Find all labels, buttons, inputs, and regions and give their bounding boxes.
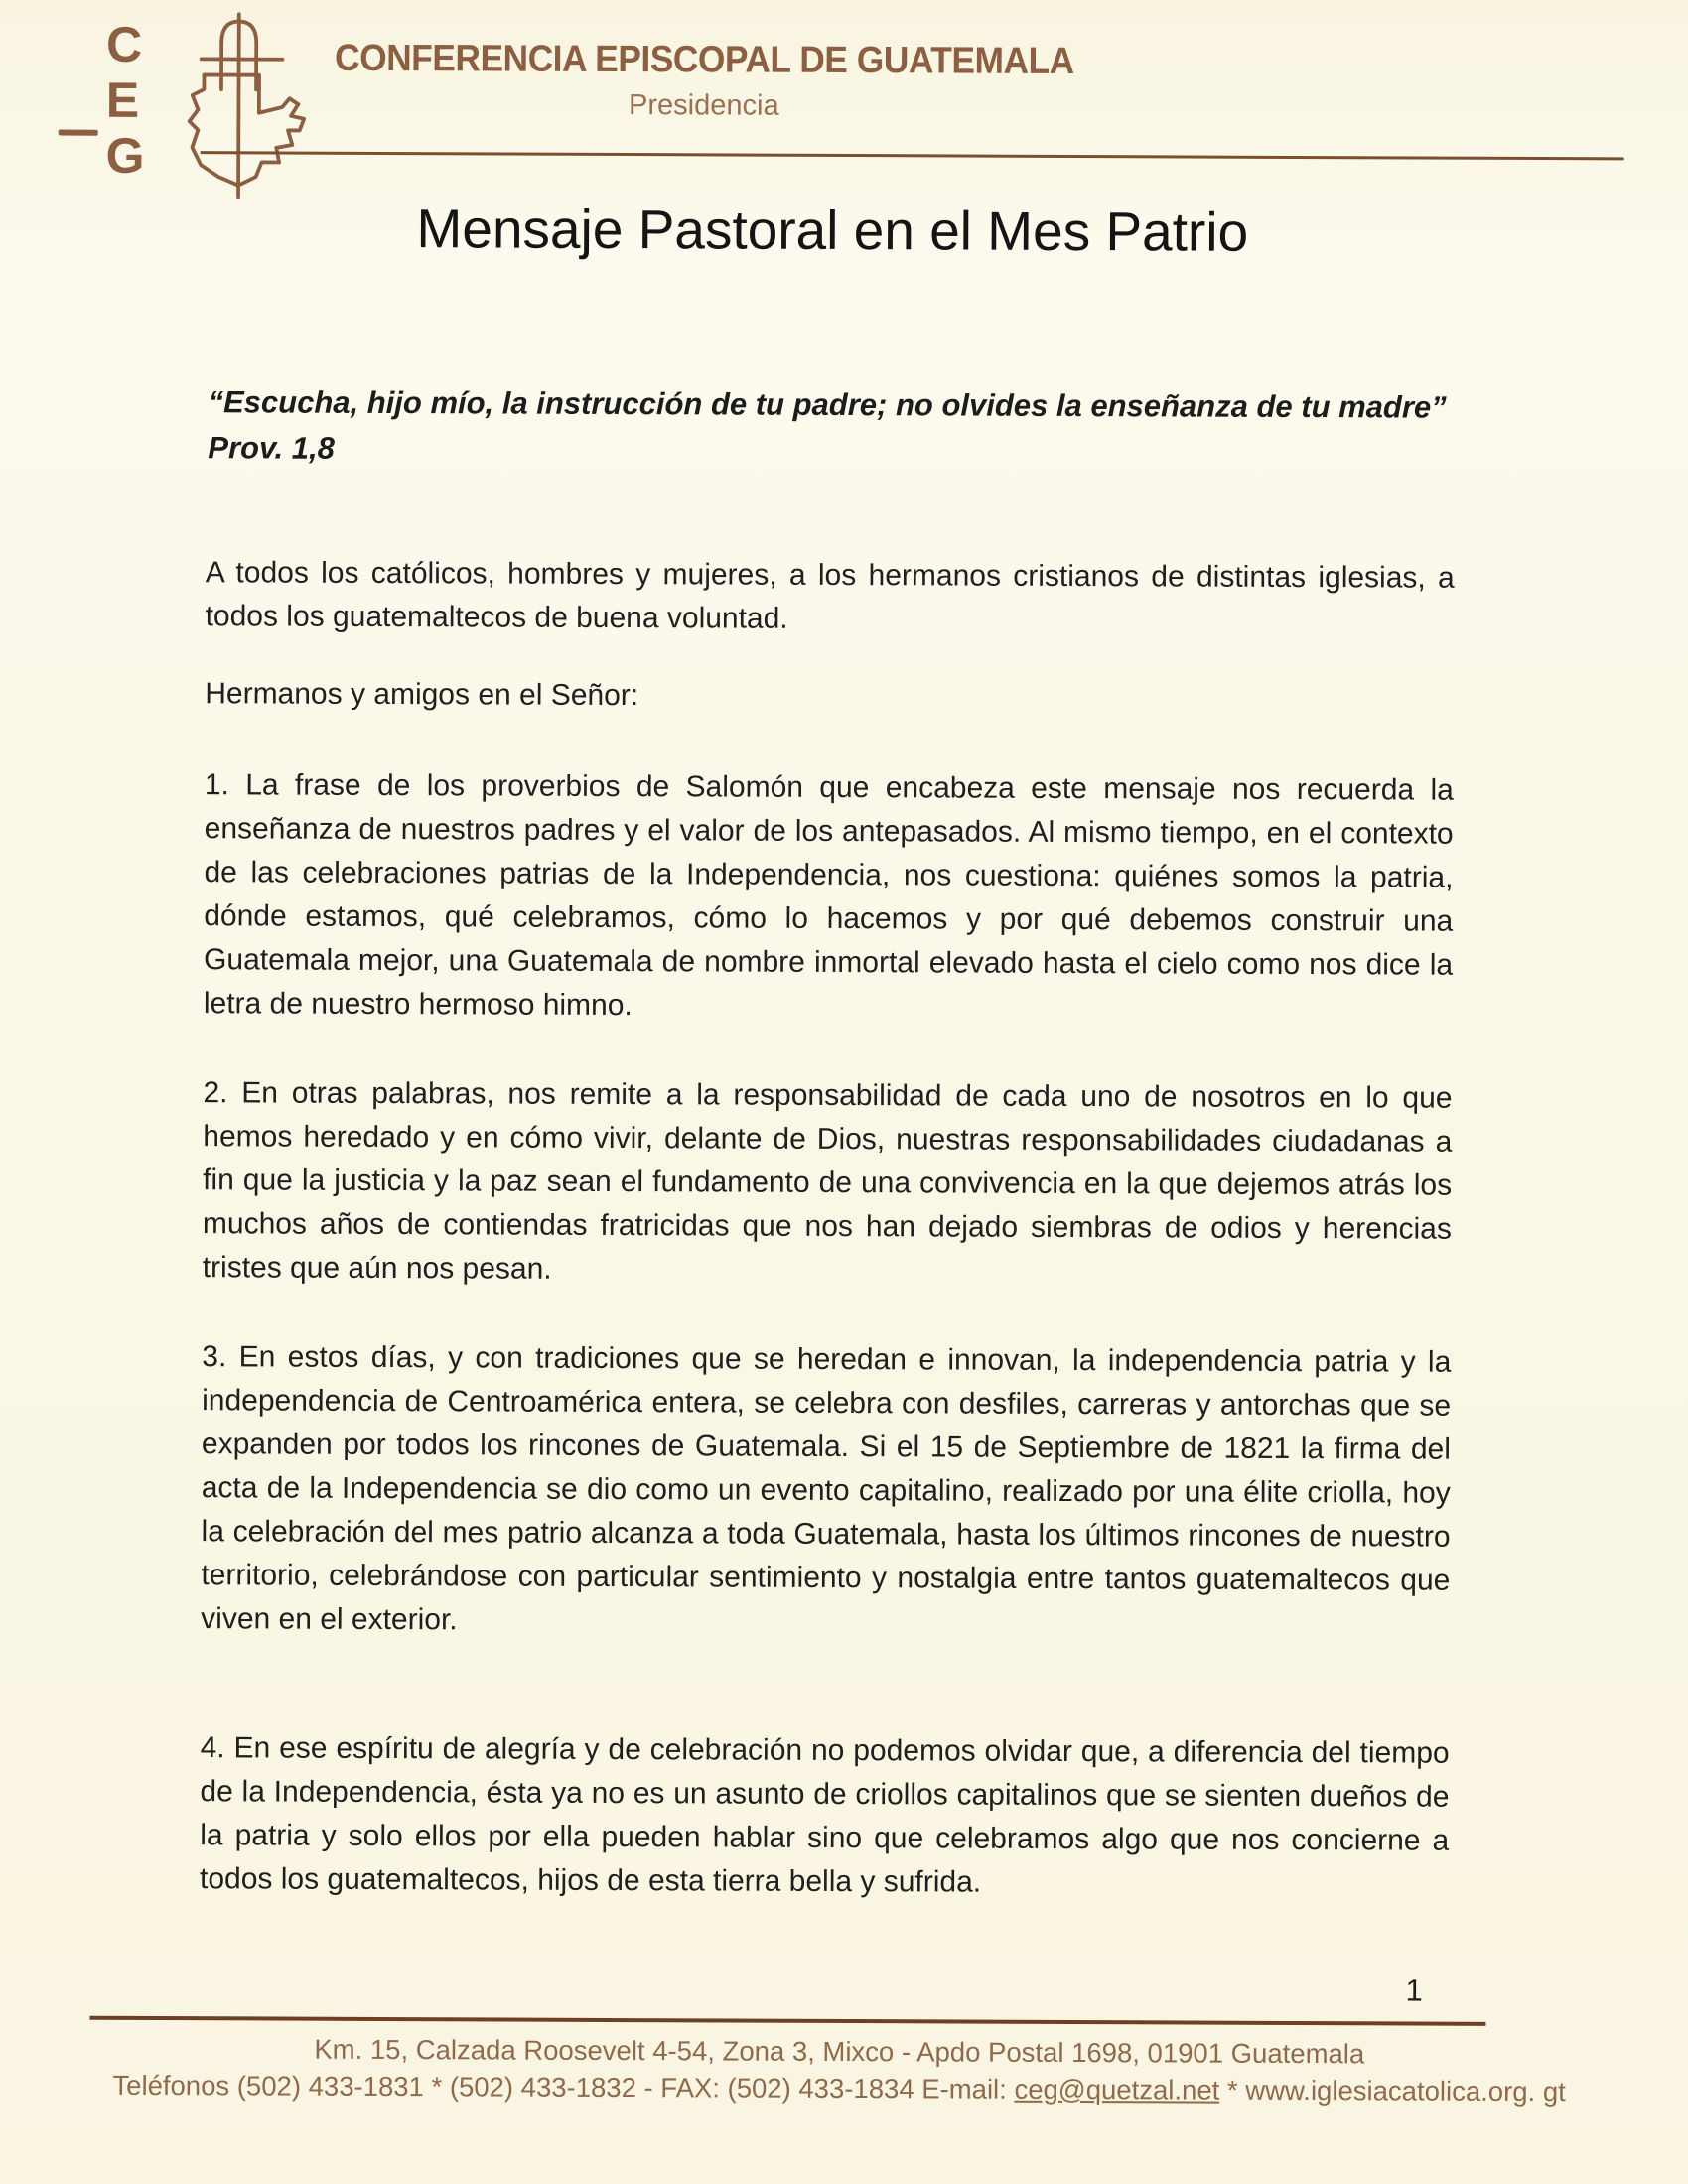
footer (84, 2030, 1594, 2111)
paragraph-2: 2. En otras palabras, nos remite a la responsabilidad de cada uno de nosotros en lo que hemos heredado y en cómo vivir, delante de Dios, nuestras responsabilidades ciudadanas a fin que la justicia y la paz sean el fundamento de una convivencia en la que dejemos atrás los muchos años de contiendas fratricidas que nos han dejado siembras de odios y herencias tristes que aún nos pesan. (202, 1076, 1453, 1286)
logo-dash (59, 130, 98, 136)
paragraph-1: 1. La frase de los proverbios de Salomón que encabeza este mensaje nos recuerda la enseñanza de nuestros padres y el valor de los antepasados. Al mismo tiempo, en el contexto de las celebraciones patrias de la Independencia, nos cuestiona: quiénes somos la patria, dónde estamos, qué celebramos, cómo lo hacemos y por qué debemos construir una Guatemala mejor, una Guatemala de nombre inmortal elevado hasta el cielo como nos dice la letra de nuestro hermoso himno. (203, 768, 1454, 1023)
salutation-greeting: Hermanos y amigos en el Señor: (205, 677, 639, 713)
paragraph-3: 3. En estos días, y con tradiciones que se heredan e innovan, la independencia patria y la independencia de Centroamérica entera, se celebra con desfiles, carreras y antorchas que se expanden por todos los rincones de Guatemala. Si el 15 de Septiembre de 1821 la firma del acta de la Independencia se dio como un evento capitalino, realizado por una élite criolla, hoy la celebración del mes patrio alcanza a toda Guatemala, hasta los últimos rincones de nuestro territorio, celebrándose con particular sentimiento y nostalgia entre tantos guatemaltecos que viven en el exterior. (201, 1340, 1452, 1637)
salutation-addressees: A todos los católicos, hombres y mujeres, a los hermanos cristianos de distintas iglesias, a todos los guatemaltecos de buena voluntad. (205, 556, 1455, 635)
logo-letter-c: C (105, 16, 143, 72)
footer-phones: Teléfonos (502) 433-1831 * (502) 433-1832 - FAX: (502) 433-1834 E-mail: (112, 2069, 1015, 2105)
organization-name: CONFERENCIA EPISCOPAL DE GUATEMALA (334, 37, 1074, 83)
organization-subtitle: Presidencia (629, 89, 779, 122)
logo-letters (106, 17, 146, 184)
header-divider (201, 151, 1624, 160)
page-number: 1 (1405, 1973, 1423, 2008)
footer-address: Km. 15, Calzada Roosevelt 4-54, Zona 3, Mixco - Apdo Postal 1698, 01901 Guatemala (314, 2033, 1365, 2070)
logo-letter-e: E (105, 71, 140, 128)
footer-website: * www.iglesiacatolica.org. gt (1219, 2074, 1566, 2108)
logo-letter-g: G (105, 127, 145, 184)
letterhead (232, 37, 1176, 124)
footer-divider (89, 2016, 1485, 2026)
footer-email: ceg@quetzal.net (1014, 2073, 1220, 2106)
paragraph-4: 4. En ese espíritu de alegría y de celebración no podemos olvidar que, a diferencia del tiempo de la Independencia, ésta ya no es un asunto de criollos capitalinos que se sienten dueños de la patria y solo ellos por ella pueden hablar sino que celebramos algo que nos concierne a todos los guatemaltecos, hijos de esta tierra bella y sufrida. (199, 1731, 1450, 1899)
footer-contact-line (84, 2067, 1594, 2111)
scripture-quote: “Escucha, hijo mío, la instrucción de tu padre; no olvides la enseñanza de tu madre” Prov. 1,8 (208, 384, 1447, 466)
document-title: Mensaje Pastoral en el Mes Patrio (416, 198, 1249, 263)
